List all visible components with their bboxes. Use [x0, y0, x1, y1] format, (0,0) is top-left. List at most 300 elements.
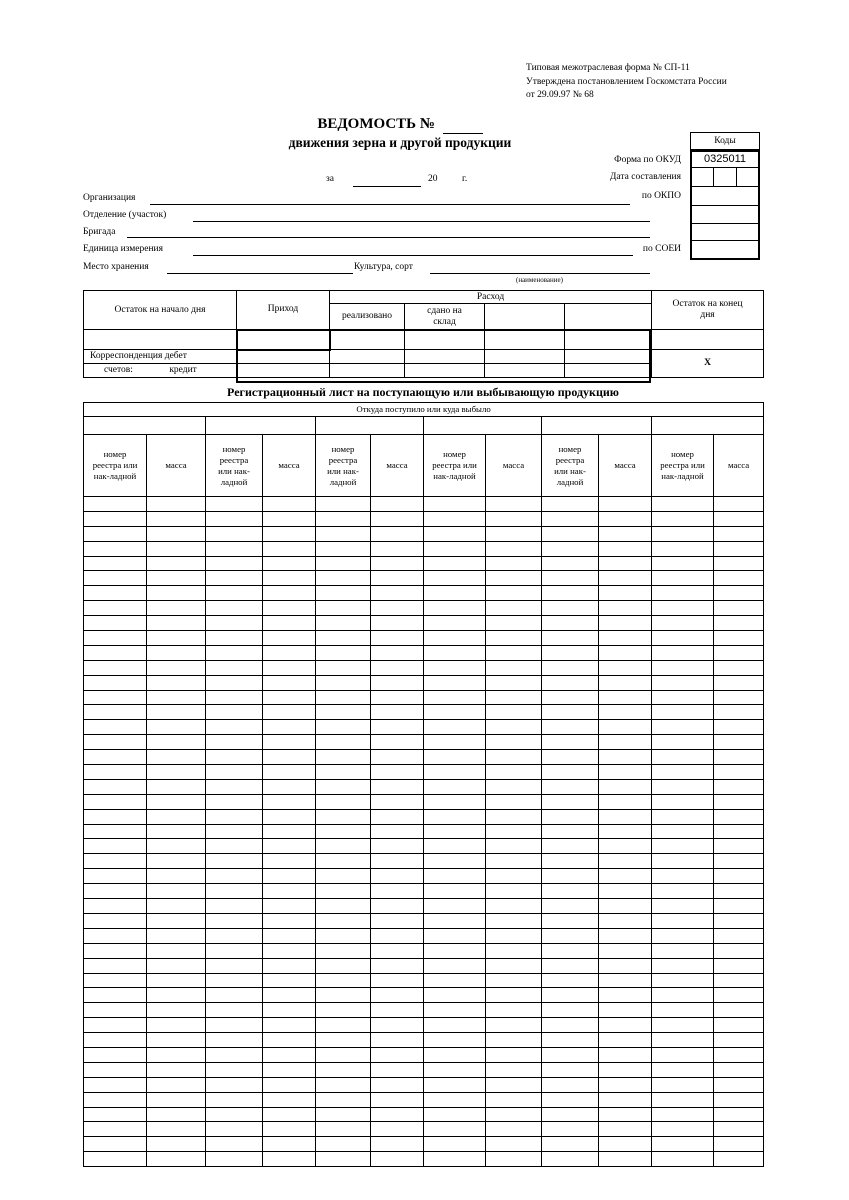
register-mass-cell[interactable]	[263, 988, 316, 1003]
register-mass-cell[interactable]	[263, 586, 316, 601]
register-number-cell[interactable]	[542, 571, 599, 586]
register-mass-cell[interactable]	[371, 720, 424, 735]
start-balance-cell[interactable]	[84, 330, 237, 350]
register-mass-cell[interactable]	[371, 854, 424, 869]
register-mass-cell[interactable]	[486, 854, 542, 869]
register-mass-cell[interactable]	[486, 1047, 542, 1062]
register-number-cell[interactable]	[542, 809, 599, 824]
register-mass-cell[interactable]	[486, 973, 542, 988]
register-mass-cell[interactable]	[371, 571, 424, 586]
register-mass-cell[interactable]	[371, 1122, 424, 1137]
register-number-cell[interactable]	[424, 645, 486, 660]
register-mass-cell[interactable]	[486, 586, 542, 601]
register-mass-cell[interactable]	[263, 809, 316, 824]
register-mass-cell[interactable]	[263, 631, 316, 646]
register-number-cell[interactable]	[316, 958, 371, 973]
register-number-cell[interactable]	[84, 631, 147, 646]
register-mass-cell[interactable]	[714, 1033, 764, 1048]
register-mass-cell[interactable]	[714, 943, 764, 958]
register-mass-cell[interactable]	[714, 675, 764, 690]
register-mass-cell[interactable]	[714, 765, 764, 780]
register-number-cell[interactable]	[206, 824, 263, 839]
register-mass-cell[interactable]	[714, 660, 764, 675]
register-mass-cell[interactable]	[371, 586, 424, 601]
register-number-cell[interactable]	[206, 1152, 263, 1167]
register-number-cell[interactable]	[542, 913, 599, 928]
register-number-cell[interactable]	[542, 794, 599, 809]
unit-field[interactable]	[193, 255, 633, 256]
register-mass-cell[interactable]	[371, 899, 424, 914]
register-number-cell[interactable]	[652, 913, 714, 928]
register-number-cell[interactable]	[424, 1047, 486, 1062]
register-number-cell[interactable]	[316, 854, 371, 869]
register-number-cell[interactable]	[316, 1122, 371, 1137]
register-number-cell[interactable]	[542, 720, 599, 735]
register-number-cell[interactable]	[316, 1152, 371, 1167]
register-mass-cell[interactable]	[371, 869, 424, 884]
register-mass-cell[interactable]	[371, 1137, 424, 1152]
register-number-cell[interactable]	[316, 705, 371, 720]
soei-code-cell[interactable]	[692, 241, 758, 257]
register-number-cell[interactable]	[542, 705, 599, 720]
register-mass-cell[interactable]	[486, 1107, 542, 1122]
register-number-cell[interactable]	[542, 616, 599, 631]
register-number-cell[interactable]	[84, 854, 147, 869]
register-number-cell[interactable]	[206, 675, 263, 690]
register-mass-cell[interactable]	[147, 705, 206, 720]
brigade-field[interactable]	[127, 237, 650, 238]
register-number-cell[interactable]	[542, 1062, 599, 1077]
register-mass-cell[interactable]	[486, 750, 542, 765]
register-mass-cell[interactable]	[147, 1122, 206, 1137]
register-number-cell[interactable]	[652, 869, 714, 884]
register-number-cell[interactable]	[206, 1018, 263, 1033]
register-mass-cell[interactable]	[147, 884, 206, 899]
register-number-cell[interactable]	[424, 1152, 486, 1167]
register-number-cell[interactable]	[84, 1107, 147, 1122]
register-number-cell[interactable]	[652, 675, 714, 690]
register-number-cell[interactable]	[424, 884, 486, 899]
register-number-cell[interactable]	[84, 809, 147, 824]
register-mass-cell[interactable]	[714, 601, 764, 616]
register-mass-cell[interactable]	[263, 511, 316, 526]
register-number-cell[interactable]	[316, 660, 371, 675]
register-number-cell[interactable]	[542, 899, 599, 914]
register-number-cell[interactable]	[84, 645, 147, 660]
register-mass-cell[interactable]	[486, 869, 542, 884]
register-number-cell[interactable]	[206, 854, 263, 869]
register-mass-cell[interactable]	[371, 779, 424, 794]
register-number-cell[interactable]	[206, 660, 263, 675]
register-number-cell[interactable]	[206, 1047, 263, 1062]
register-number-cell[interactable]	[424, 705, 486, 720]
register-mass-cell[interactable]	[486, 616, 542, 631]
register-mass-cell[interactable]	[486, 943, 542, 958]
register-mass-cell[interactable]	[263, 839, 316, 854]
register-mass-cell[interactable]	[263, 660, 316, 675]
register-mass-cell[interactable]	[599, 720, 652, 735]
register-number-cell[interactable]	[542, 869, 599, 884]
register-number-cell[interactable]	[84, 675, 147, 690]
register-mass-cell[interactable]	[599, 973, 652, 988]
register-mass-cell[interactable]	[371, 1107, 424, 1122]
register-number-cell[interactable]	[316, 928, 371, 943]
register-number-cell[interactable]	[424, 1003, 486, 1018]
register-mass-cell[interactable]	[371, 913, 424, 928]
register-number-cell[interactable]	[424, 988, 486, 1003]
register-number-cell[interactable]	[206, 839, 263, 854]
register-mass-cell[interactable]	[599, 1062, 652, 1077]
register-mass-cell[interactable]	[263, 556, 316, 571]
register-number-cell[interactable]	[206, 1062, 263, 1077]
register-number-cell[interactable]	[206, 794, 263, 809]
register-mass-cell[interactable]	[714, 988, 764, 1003]
register-number-cell[interactable]	[424, 631, 486, 646]
register-mass-cell[interactable]	[263, 705, 316, 720]
register-number-cell[interactable]	[316, 497, 371, 512]
register-number-cell[interactable]	[652, 541, 714, 556]
register-number-cell[interactable]	[316, 1033, 371, 1048]
register-mass-cell[interactable]	[263, 943, 316, 958]
register-mass-cell[interactable]	[147, 899, 206, 914]
register-number-cell[interactable]	[84, 497, 147, 512]
register-mass-cell[interactable]	[599, 571, 652, 586]
register-mass-cell[interactable]	[147, 720, 206, 735]
register-number-cell[interactable]	[424, 616, 486, 631]
register-mass-cell[interactable]	[714, 735, 764, 750]
register-mass-cell[interactable]	[147, 988, 206, 1003]
register-number-cell[interactable]	[316, 809, 371, 824]
register-mass-cell[interactable]	[599, 1122, 652, 1137]
register-mass-cell[interactable]	[599, 809, 652, 824]
register-number-cell[interactable]	[542, 601, 599, 616]
register-number-cell[interactable]	[424, 899, 486, 914]
register-mass-cell[interactable]	[147, 854, 206, 869]
register-mass-cell[interactable]	[486, 809, 542, 824]
register-mass-cell[interactable]	[599, 869, 652, 884]
register-number-cell[interactable]	[542, 1092, 599, 1107]
register-mass-cell[interactable]	[599, 884, 652, 899]
register-number-cell[interactable]	[652, 690, 714, 705]
register-number-cell[interactable]	[316, 675, 371, 690]
register-mass-cell[interactable]	[371, 675, 424, 690]
register-number-cell[interactable]	[316, 616, 371, 631]
register-mass-cell[interactable]	[599, 1137, 652, 1152]
register-mass-cell[interactable]	[371, 928, 424, 943]
register-mass-cell[interactable]	[599, 943, 652, 958]
register-mass-cell[interactable]	[714, 541, 764, 556]
okpo-code-cell[interactable]	[692, 187, 758, 206]
register-number-cell[interactable]	[206, 765, 263, 780]
source-cell[interactable]	[424, 417, 542, 435]
register-number-cell[interactable]	[84, 973, 147, 988]
register-mass-cell[interactable]	[486, 1137, 542, 1152]
register-mass-cell[interactable]	[371, 765, 424, 780]
register-number-cell[interactable]	[424, 869, 486, 884]
source-cell[interactable]	[206, 417, 316, 435]
register-mass-cell[interactable]	[147, 824, 206, 839]
register-number-cell[interactable]	[206, 1122, 263, 1137]
register-number-cell[interactable]	[424, 675, 486, 690]
register-mass-cell[interactable]	[486, 720, 542, 735]
register-mass-cell[interactable]	[147, 1092, 206, 1107]
register-number-cell[interactable]	[316, 973, 371, 988]
register-number-cell[interactable]	[652, 988, 714, 1003]
register-mass-cell[interactable]	[147, 1033, 206, 1048]
register-mass-cell[interactable]	[714, 958, 764, 973]
register-mass-cell[interactable]	[486, 1152, 542, 1167]
register-number-cell[interactable]	[84, 1047, 147, 1062]
register-number-cell[interactable]	[206, 735, 263, 750]
register-number-cell[interactable]	[84, 586, 147, 601]
register-mass-cell[interactable]	[263, 1077, 316, 1092]
register-number-cell[interactable]	[316, 511, 371, 526]
register-number-cell[interactable]	[424, 660, 486, 675]
register-number-cell[interactable]	[206, 586, 263, 601]
register-number-cell[interactable]	[542, 541, 599, 556]
register-number-cell[interactable]	[316, 720, 371, 735]
register-mass-cell[interactable]	[486, 1062, 542, 1077]
register-mass-cell[interactable]	[371, 660, 424, 675]
register-number-cell[interactable]	[652, 928, 714, 943]
register-mass-cell[interactable]	[714, 690, 764, 705]
register-number-cell[interactable]	[652, 854, 714, 869]
register-mass-cell[interactable]	[371, 1033, 424, 1048]
register-number-cell[interactable]	[652, 586, 714, 601]
register-mass-cell[interactable]	[714, 779, 764, 794]
register-number-cell[interactable]	[84, 839, 147, 854]
register-number-cell[interactable]	[652, 720, 714, 735]
register-number-cell[interactable]	[84, 750, 147, 765]
register-mass-cell[interactable]	[263, 899, 316, 914]
register-number-cell[interactable]	[542, 854, 599, 869]
register-mass-cell[interactable]	[371, 1003, 424, 1018]
register-mass-cell[interactable]	[599, 601, 652, 616]
register-mass-cell[interactable]	[263, 913, 316, 928]
register-mass-cell[interactable]	[371, 705, 424, 720]
register-mass-cell[interactable]	[714, 1137, 764, 1152]
register-number-cell[interactable]	[424, 765, 486, 780]
end-balance-cell[interactable]	[652, 330, 764, 350]
register-number-cell[interactable]	[206, 988, 263, 1003]
register-mass-cell[interactable]	[147, 675, 206, 690]
register-number-cell[interactable]	[316, 690, 371, 705]
register-number-cell[interactable]	[206, 720, 263, 735]
register-number-cell[interactable]	[652, 973, 714, 988]
register-number-cell[interactable]	[84, 690, 147, 705]
register-number-cell[interactable]	[424, 556, 486, 571]
register-number-cell[interactable]	[652, 616, 714, 631]
register-mass-cell[interactable]	[263, 1137, 316, 1152]
register-number-cell[interactable]	[84, 1033, 147, 1048]
register-number-cell[interactable]	[84, 660, 147, 675]
register-number-cell[interactable]	[84, 884, 147, 899]
department-field[interactable]	[193, 221, 650, 222]
register-number-cell[interactable]	[542, 1137, 599, 1152]
register-number-cell[interactable]	[84, 556, 147, 571]
register-number-cell[interactable]	[206, 958, 263, 973]
register-number-cell[interactable]	[84, 824, 147, 839]
register-number-cell[interactable]	[316, 869, 371, 884]
register-number-cell[interactable]	[206, 750, 263, 765]
register-mass-cell[interactable]	[714, 571, 764, 586]
register-mass-cell[interactable]	[599, 779, 652, 794]
register-number-cell[interactable]	[652, 765, 714, 780]
register-number-cell[interactable]	[316, 943, 371, 958]
register-number-cell[interactable]	[652, 1122, 714, 1137]
register-number-cell[interactable]	[84, 779, 147, 794]
register-number-cell[interactable]	[206, 1137, 263, 1152]
register-number-cell[interactable]	[542, 660, 599, 675]
register-mass-cell[interactable]	[147, 660, 206, 675]
register-number-cell[interactable]	[316, 988, 371, 1003]
register-number-cell[interactable]	[84, 541, 147, 556]
register-number-cell[interactable]	[206, 705, 263, 720]
register-mass-cell[interactable]	[371, 750, 424, 765]
register-number-cell[interactable]	[424, 1018, 486, 1033]
register-number-cell[interactable]	[652, 1018, 714, 1033]
register-number-cell[interactable]	[316, 1003, 371, 1018]
register-number-cell[interactable]	[316, 541, 371, 556]
register-number-cell[interactable]	[424, 586, 486, 601]
register-number-cell[interactable]	[424, 511, 486, 526]
register-number-cell[interactable]	[84, 1152, 147, 1167]
register-number-cell[interactable]	[652, 1033, 714, 1048]
register-mass-cell[interactable]	[263, 750, 316, 765]
register-number-cell[interactable]	[424, 928, 486, 943]
register-mass-cell[interactable]	[599, 705, 652, 720]
register-mass-cell[interactable]	[147, 526, 206, 541]
register-mass-cell[interactable]	[486, 779, 542, 794]
organization-code-cell[interactable]	[692, 206, 758, 224]
register-mass-cell[interactable]	[263, 497, 316, 512]
register-number-cell[interactable]	[206, 1077, 263, 1092]
register-number-cell[interactable]	[316, 750, 371, 765]
register-number-cell[interactable]	[316, 645, 371, 660]
register-mass-cell[interactable]	[371, 943, 424, 958]
register-number-cell[interactable]	[84, 571, 147, 586]
register-mass-cell[interactable]	[263, 854, 316, 869]
register-mass-cell[interactable]	[714, 1122, 764, 1137]
register-mass-cell[interactable]	[147, 765, 206, 780]
register-mass-cell[interactable]	[263, 928, 316, 943]
register-mass-cell[interactable]	[263, 884, 316, 899]
register-number-cell[interactable]	[206, 601, 263, 616]
register-number-cell[interactable]	[316, 631, 371, 646]
register-number-cell[interactable]	[84, 869, 147, 884]
register-number-cell[interactable]	[84, 1018, 147, 1033]
register-mass-cell[interactable]	[263, 541, 316, 556]
register-mass-cell[interactable]	[714, 750, 764, 765]
register-mass-cell[interactable]	[714, 705, 764, 720]
register-mass-cell[interactable]	[599, 958, 652, 973]
register-mass-cell[interactable]	[486, 556, 542, 571]
register-number-cell[interactable]	[652, 750, 714, 765]
date-code-cell[interactable]	[692, 168, 758, 187]
register-number-cell[interactable]	[206, 913, 263, 928]
culture-field[interactable]	[430, 273, 650, 274]
register-number-cell[interactable]	[652, 511, 714, 526]
register-number-cell[interactable]	[424, 943, 486, 958]
register-mass-cell[interactable]	[371, 616, 424, 631]
register-mass-cell[interactable]	[263, 645, 316, 660]
register-mass-cell[interactable]	[486, 988, 542, 1003]
register-mass-cell[interactable]	[486, 958, 542, 973]
register-number-cell[interactable]	[316, 1077, 371, 1092]
register-number-cell[interactable]	[316, 794, 371, 809]
register-number-cell[interactable]	[424, 571, 486, 586]
register-number-cell[interactable]	[542, 1018, 599, 1033]
register-number-cell[interactable]	[424, 1137, 486, 1152]
register-mass-cell[interactable]	[147, 571, 206, 586]
register-mass-cell[interactable]	[599, 631, 652, 646]
register-number-cell[interactable]	[316, 884, 371, 899]
register-mass-cell[interactable]	[714, 1152, 764, 1167]
register-mass-cell[interactable]	[714, 526, 764, 541]
register-mass-cell[interactable]	[263, 973, 316, 988]
register-mass-cell[interactable]	[147, 1107, 206, 1122]
register-mass-cell[interactable]	[599, 616, 652, 631]
register-mass-cell[interactable]	[714, 720, 764, 735]
register-mass-cell[interactable]	[714, 928, 764, 943]
register-mass-cell[interactable]	[486, 1092, 542, 1107]
register-mass-cell[interactable]	[714, 1003, 764, 1018]
register-mass-cell[interactable]	[714, 854, 764, 869]
register-mass-cell[interactable]	[714, 1062, 764, 1077]
register-mass-cell[interactable]	[599, 541, 652, 556]
register-number-cell[interactable]	[206, 1092, 263, 1107]
register-number-cell[interactable]	[316, 571, 371, 586]
register-mass-cell[interactable]	[147, 616, 206, 631]
register-mass-cell[interactable]	[599, 675, 652, 690]
register-number-cell[interactable]	[652, 735, 714, 750]
register-mass-cell[interactable]	[714, 511, 764, 526]
register-mass-cell[interactable]	[486, 1122, 542, 1137]
register-number-cell[interactable]	[542, 526, 599, 541]
register-number-cell[interactable]	[316, 1092, 371, 1107]
register-mass-cell[interactable]	[147, 973, 206, 988]
register-mass-cell[interactable]	[147, 1137, 206, 1152]
register-number-cell[interactable]	[652, 1092, 714, 1107]
register-number-cell[interactable]	[424, 913, 486, 928]
register-number-cell[interactable]	[542, 958, 599, 973]
register-mass-cell[interactable]	[147, 928, 206, 943]
register-number-cell[interactable]	[542, 497, 599, 512]
register-mass-cell[interactable]	[371, 1062, 424, 1077]
register-mass-cell[interactable]	[486, 884, 542, 899]
register-number-cell[interactable]	[542, 973, 599, 988]
register-number-cell[interactable]	[652, 1077, 714, 1092]
register-number-cell[interactable]	[206, 497, 263, 512]
period-date-field[interactable]	[353, 186, 421, 187]
register-mass-cell[interactable]	[371, 556, 424, 571]
register-number-cell[interactable]	[424, 794, 486, 809]
register-number-cell[interactable]	[84, 913, 147, 928]
source-cell[interactable]	[316, 417, 424, 435]
register-number-cell[interactable]	[316, 765, 371, 780]
register-mass-cell[interactable]	[599, 1033, 652, 1048]
register-mass-cell[interactable]	[147, 913, 206, 928]
register-number-cell[interactable]	[542, 631, 599, 646]
register-number-cell[interactable]	[542, 690, 599, 705]
register-number-cell[interactable]	[424, 750, 486, 765]
register-mass-cell[interactable]	[263, 601, 316, 616]
register-mass-cell[interactable]	[599, 913, 652, 928]
register-number-cell[interactable]	[206, 571, 263, 586]
register-mass-cell[interactable]	[147, 779, 206, 794]
register-number-cell[interactable]	[652, 1047, 714, 1062]
register-number-cell[interactable]	[652, 1107, 714, 1122]
